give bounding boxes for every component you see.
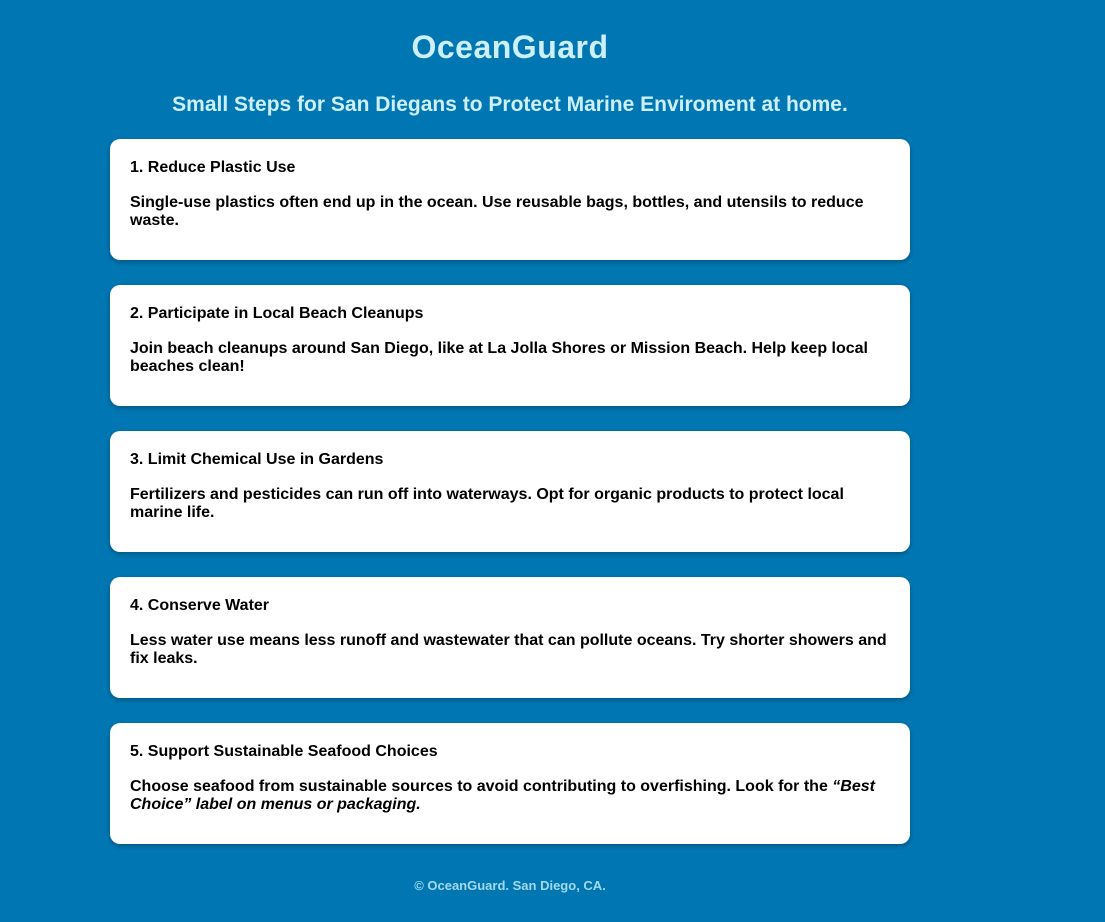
tip-card-heading: 4. Conserve Water	[130, 596, 270, 614]
page-subtitle: Small Steps for San Diegans to Protect Marine Enviroment at home.	[172, 93, 848, 117]
tip-card-1	[110, 139, 910, 260]
tip-card-body	[130, 778, 890, 814]
tip-card-heading: 3. Limit Chemical Use in Gardens	[130, 450, 384, 468]
tip-card-2	[110, 285, 910, 406]
tip-card-heading: 1. Reduce Plastic Use	[130, 158, 296, 176]
tip-card-4	[110, 577, 910, 698]
tip-card-3	[110, 431, 910, 552]
tip-card-body: Fertilizers and pesticides can run off into waterways. Opt for organic products to protect local marine life.	[130, 485, 844, 522]
page-title: OceanGuard	[411, 29, 609, 65]
tip-card-body: Join beach cleanups around San Diego, like at La Jolla Shores or Mission Beach. Help keep local beaches clean!	[130, 339, 868, 376]
tip-card-heading: 2. Participate in Local Beach Cleanups	[130, 304, 424, 322]
tip-card-body-text: Choose seafood from sustainable sources to avoid contributing to overfishing. Look for the	[130, 777, 833, 795]
page	[110, 28, 910, 893]
footer-text: © OceanGuard. San Diego, CA.	[414, 877, 606, 893]
tip-card-body: Less water use means less runoff and wastewater that can pollute oceans. Try shorter showers and fix leaks.	[130, 631, 887, 668]
tip-card-body: Single-use plastics often end up in the ocean. Use reusable bags, bottles, and utensils to reduce waste.	[130, 193, 864, 230]
tip-card-body-emphasis: “Best Choice” label on menus or packaging.	[130, 777, 875, 814]
tip-card-5	[110, 723, 910, 844]
tip-card-heading: 5. Support Sustainable Seafood Choices	[130, 742, 438, 760]
